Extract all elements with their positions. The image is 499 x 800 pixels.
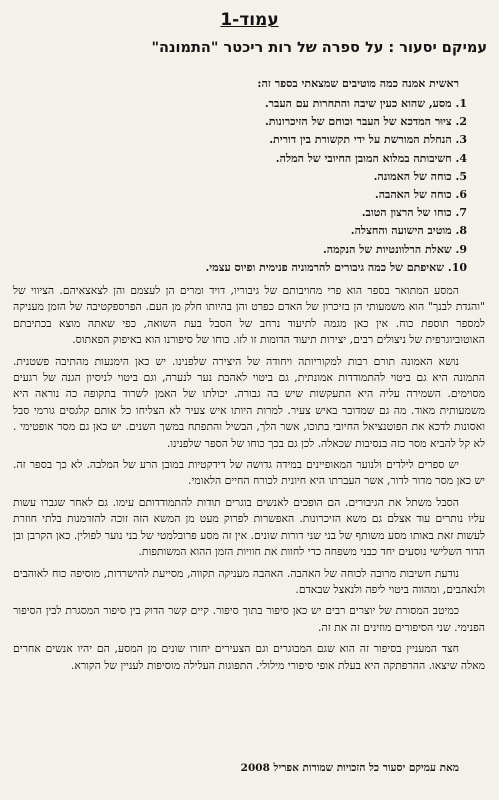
paragraph: יש ספרים לילדים ולנוער המאופיינים במידה גדושה של דידקטיות במובן הרע של המלבה. לא כך בספר זה. יש כאן מסר מדור לדור, אשר העברתו היא חיונית לכורח החיים הלאומי.	[13, 458, 485, 488]
motif-list	[27, 95, 467, 277]
motif-item: 3. הנחלת המורשת על ידי תקשורת בין דורית.	[269, 133, 467, 147]
motif-item: 6. כוחה של האהבה.	[374, 187, 467, 201]
paragraph: כמיטב המסורת של יוצרים רבים יש כאן סיפור בתוך סיפור. קיים קשר הדוק בין סיפור המסגרת לבין הסיפור הפנימי. שני הסיפורים מוזינים זה את זה.	[13, 604, 485, 634]
motif-item: 2. ציוּר המדכא של העבר וכוחם של הזיכרונות.	[264, 115, 467, 129]
paragraph: נושא האמונה תורם רבות למקוריותה ויחודה של היצירה שלפנינו. יש כאן הימנעות מהתיבה פשטנית. התמונה היא גם ביטוי להתמודדות אמונתית, גם ביטוי לאהבת נער לנערה, וגם ביטוי לניסיון הגנה של רגעים מסוימים. השמירה עליה היא התעקשות שיש בה גבורה. יכולתו של האמן לשרוד בתקופה כה נוראה היא משמעותית מאוד. מה גם שמדובר באיש צעיר. למרות היותו איש צעיר לא הצליחו כל אותם קלגסים גורמי סבל ואסונות לדכא את הפוטנציאל החיובי בתוכו, אשר הלך, הבשיל והתפתח במשך השנים. יש כאן גם מסר אופטימי . לא קל להביא מסר כזה בנסיבות שכאלה. לכן גם בכך כוחו של הספר שלפנינו.	[13, 354, 485, 450]
paragraph: נודעת חשיבות מרובה לכוחה של האהבה. האהבה מעניקה תקווה, מסייעת להישרדות, מוסיפה כוח לאוהבים ולנאהבים, ומהווה ביטוי ליפה ולנאצל שבאדם.	[13, 566, 485, 596]
paragraph: המסע המתואר בספר הוא פרי מחויבותם של גיבוריו, דויד ומרים הן לעצמם והן לצאצאיהם. הציווי של "והגדת לבנך" הוא משמעותי הן בזיכרון של האדם כפרט והן בהיותו חלק מן העם. הפרספקטיבה של הזמן מעניקה למספר תוספת כוח. אין כאן מגמה לתיעוד נרחב של הסבל בעת השואה, כפי שאתה מוצא בכתיבתם האוטוביוגרפית של ניצולים רבים, יצירות תיעוד הדומות זו לזו. כוחו של סיפורנו הוא באיפוק הפאתוס.	[13, 284, 485, 347]
intro-line: ראשית אמנה כמה מוטיבים שמצאתי בספר זה:	[257, 77, 459, 90]
body-text	[13, 283, 485, 679]
article-heading: עמיקם יסעור : על ספרה של רות ריכטר "התמונה"	[151, 40, 487, 56]
motif-item: 10. שאיפתם של כמה גיבורים להרמוניה פנימית ופיוס עצמי.	[205, 260, 467, 274]
signature-line: מאת עמיקם יסעור כל הזכויות שמורות אפריל 2008	[240, 762, 459, 774]
page-title: עמוד-1	[220, 10, 279, 30]
motif-item: 7. כוחו של הרצון הטוב.	[361, 206, 467, 220]
paragraph: הסבל משתל את הגיבורים. הם הופכים לאנשים בוגרים תודות להתמודדותם עימו. גם לאחר שגברו עשות עליו נותרים עוד אצלם גם משא הזיכרונות. האפשרות לפרוק מעט מן המשא הזה זוכה להזדמנות בלתי חוזרת לעשות זאת באותו מסע משותף של בני שני דורות שונים. אין זה מסע פרובלמטי של בני נוער לפולין. כאן הקרבן ובן הדור השלישי נוסעים יחד כבני משפחה כדי לחוות את חוויות הזמן ההוא המשותפות.	[13, 495, 485, 559]
motif-item: 4. חשיבותה במלוא המובן החיובי של המלה.	[275, 151, 467, 165]
motif-item: 9. שאלת הרלוונטיות של הנקמה.	[322, 242, 467, 256]
motif-item: 1. מסע, שהוא כעין שיבה והתחרות עם העבר.	[264, 97, 467, 110]
motif-item: 8. מוטיב הישועה והחצלה.	[350, 224, 467, 238]
motif-item: 5. כוחה של האמונה.	[373, 169, 467, 183]
paragraph: חצד המעניין בסיפור זה הוא שגם המבוגרים וגם הצעירים יחזרו שונים מן המסע, הם יהיו אנשים אחרים מאלה שיצאו. ההרפתקה היא בעלת אופי סיפורי מילולי. התפוגות העלילה מוסיפות לעניין של הקורא.	[13, 642, 485, 672]
